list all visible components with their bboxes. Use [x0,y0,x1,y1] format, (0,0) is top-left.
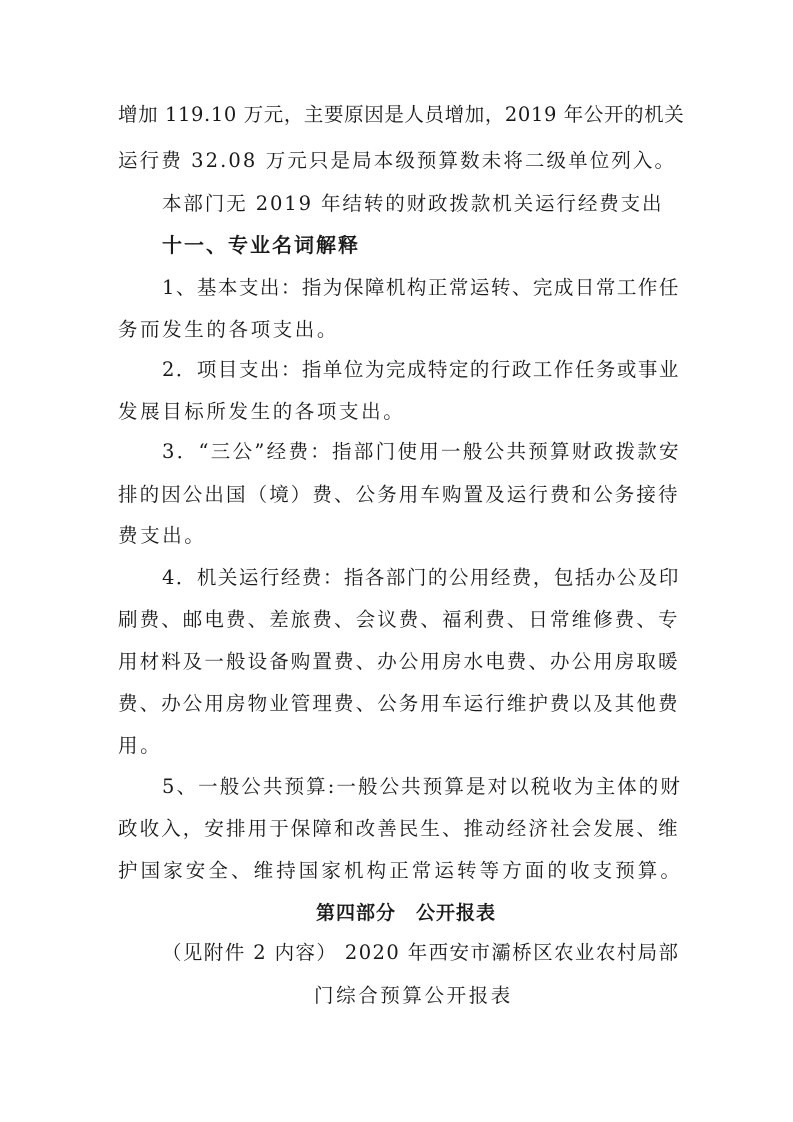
term-project-expenditure-line-1: 2．项目支出：指单位为完成特定的行政工作任务或事业 [162,358,680,381]
paragraph-top-line-1: 增加 119.10 万元，主要原因是人员增加，2019 年公开的机关 [118,103,685,126]
term-general-budget-line-3: 护国家安全、维持国家机构正常运转等方面的收支预算。 [118,859,684,882]
term-operating-funds-line-2: 刷费、邮电费、差旅费、会议费、福利费、日常维修费、专 [118,608,680,631]
part-four-title: 第四部分 公开报表 [316,902,497,924]
term-project-expenditure-line-2: 发展目标所发生的各项支出。 [118,400,406,423]
term-three-public-line-2: 排的因公出国（境）费、公务用车购置及运行费和公务接待 [118,483,680,506]
paragraph-top-line-2: 运行费 32.08 万元只是局本级预算数未将二级单位列入。 [118,149,677,172]
part-four-note-line-1: （见附件 2 内容） 2020 年西安市灞桥区农业农村局部 [162,941,680,964]
term-general-budget-line-1: 5、一般公共预算:一般公共预算是对以税收为主体的财 [162,775,682,798]
term-general-budget-line-2: 政收入，安排用于保障和改善民生、推动经济社会发展、维 [118,817,680,840]
part-four-note-line-2: 门综合预算公开报表 [314,984,513,1007]
term-operating-funds-line-4: 费、办公用房物业管理费、公务用车运行维护费以及其他费 [118,692,680,715]
term-basic-expenditure-line-2: 务而发生的各项支出。 [118,318,340,341]
term-operating-funds-line-5: 用。 [118,734,163,757]
carryover-statement: 本部门无 2019 年结转的财政拨款机关运行经费支出 [162,192,664,215]
term-basic-expenditure-line-1: 1、基本支出：指为保障机构正常运转、完成日常工作任 [162,276,680,299]
term-three-public-line-3: 费支出。 [118,524,207,547]
section-heading-terms: 十一、专业名词解释 [162,233,360,257]
term-operating-funds-line-1: 4．机关运行经费：指各部门的公用经费，包括办公及印 [162,566,680,589]
term-three-public-line-1: 3．“三公”经费：指部门使用一般公共预算财政拨款安 [162,440,681,463]
term-operating-funds-line-3: 用材料及一般设备购置费、办公用房水电费、办公用房取暖 [118,650,680,673]
